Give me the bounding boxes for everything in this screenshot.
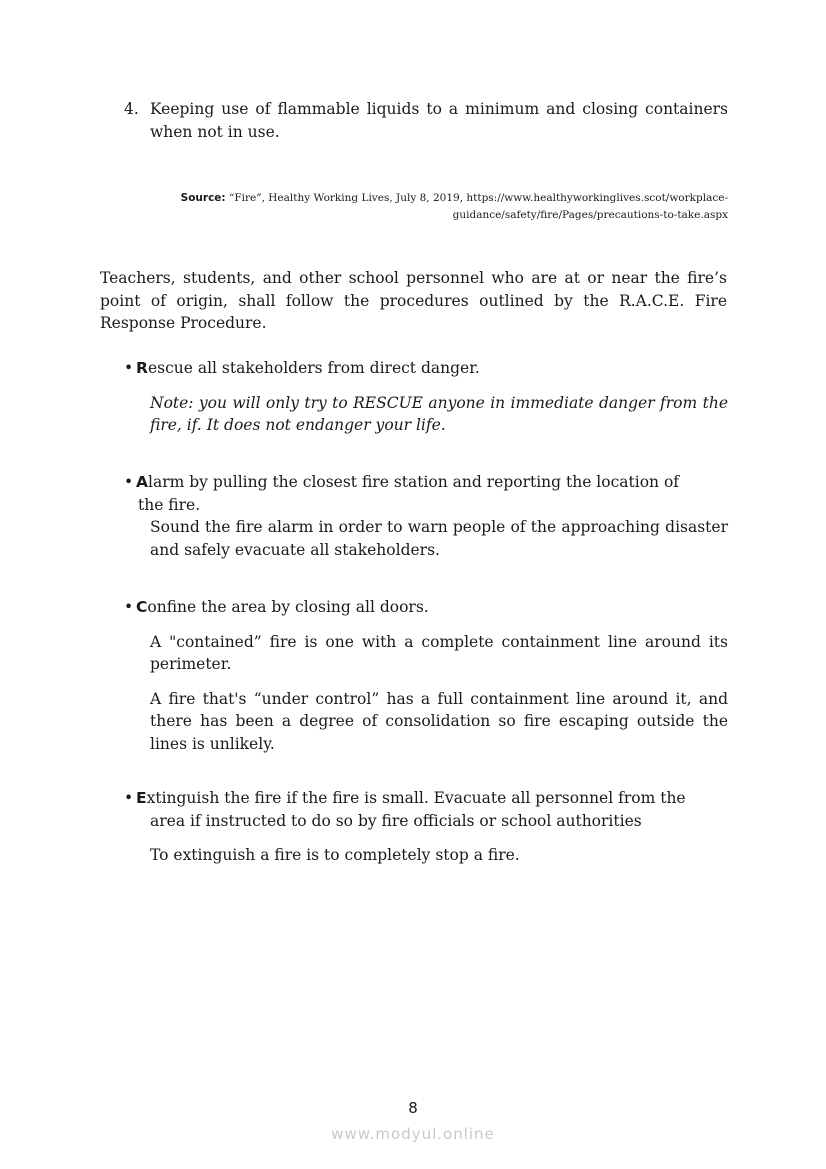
extinguish-line — [124, 787, 728, 810]
page-number: 8 — [408, 1099, 418, 1117]
list-item-number: 4. — [124, 100, 139, 118]
source-text: “Fire”, Healthy Working Lives, July 8, 2019, https://www.healthyworkinglives.scot/workplace-guidance/safety/fire/Pages/precautions-to-take.aspx — [228, 192, 728, 221]
confine-detail-contained: A "contained” fire is one with a complete containment line around its perimeter. — [150, 632, 728, 673]
alarm-text-continued: the fire. — [138, 495, 201, 514]
alarm-text: larm by pulling the closest fire station and reporting the location of — [148, 473, 680, 491]
confine-line — [124, 596, 728, 619]
alarm-initial: A — [136, 473, 148, 491]
bullet-icon: • — [124, 789, 134, 807]
source-label: Source: — [180, 192, 226, 204]
race-confine — [124, 596, 728, 755]
extinguish-initial: E — [136, 789, 147, 807]
source-citation — [150, 190, 728, 224]
bullet-icon: • — [124, 359, 134, 377]
confine-text: onfine the area by closing all doors. — [147, 598, 429, 616]
bullet-icon: • — [124, 473, 134, 491]
race-alarm — [124, 471, 728, 561]
intro-paragraph: Teachers, students, and other school personnel who are at or near the fire’s point of origin, shall follow the procedures outlined by the R.A.C.E. Fire Response Procedure. — [100, 269, 727, 332]
bullet-icon: • — [124, 598, 134, 616]
list-item-text: Keeping use of flammable liquids to a minimum and closing containers when not in use. — [150, 100, 728, 141]
rescue-line — [124, 357, 728, 380]
extinguish-text-continued: area if instructed to do so by fire officials or school authorities — [150, 811, 642, 830]
confine-initial: C — [136, 598, 148, 616]
race-extinguish — [124, 787, 728, 867]
extinguish-detail: To extinguish a fire is to completely stop a fire. — [150, 846, 520, 864]
list-item-4 — [124, 98, 728, 143]
extinguish-text: xtinguish the fire if the fire is small. Evacuate all personnel from the — [146, 789, 686, 807]
alarm-line — [124, 471, 728, 494]
race-rescue — [124, 357, 728, 437]
rescue-initial: R — [136, 359, 148, 377]
alarm-detail: Sound the fire alarm in order to warn people of the approaching disaster and safely evacuate all stakeholders. — [150, 518, 728, 559]
rescue-text: escue all stakeholders from direct danger. — [147, 359, 480, 377]
rescue-note: Note: you will only try to RESCUE anyone in immediate danger from the fire, if. It does not endanger your life. — [150, 393, 728, 434]
confine-detail-under-control: A fire that's “under control” has a full containment line around it, and there has been a degree of consolidation so fire escaping outside the lines is unlikely. — [150, 689, 728, 753]
watermark: www.modyul.online — [331, 1125, 495, 1143]
